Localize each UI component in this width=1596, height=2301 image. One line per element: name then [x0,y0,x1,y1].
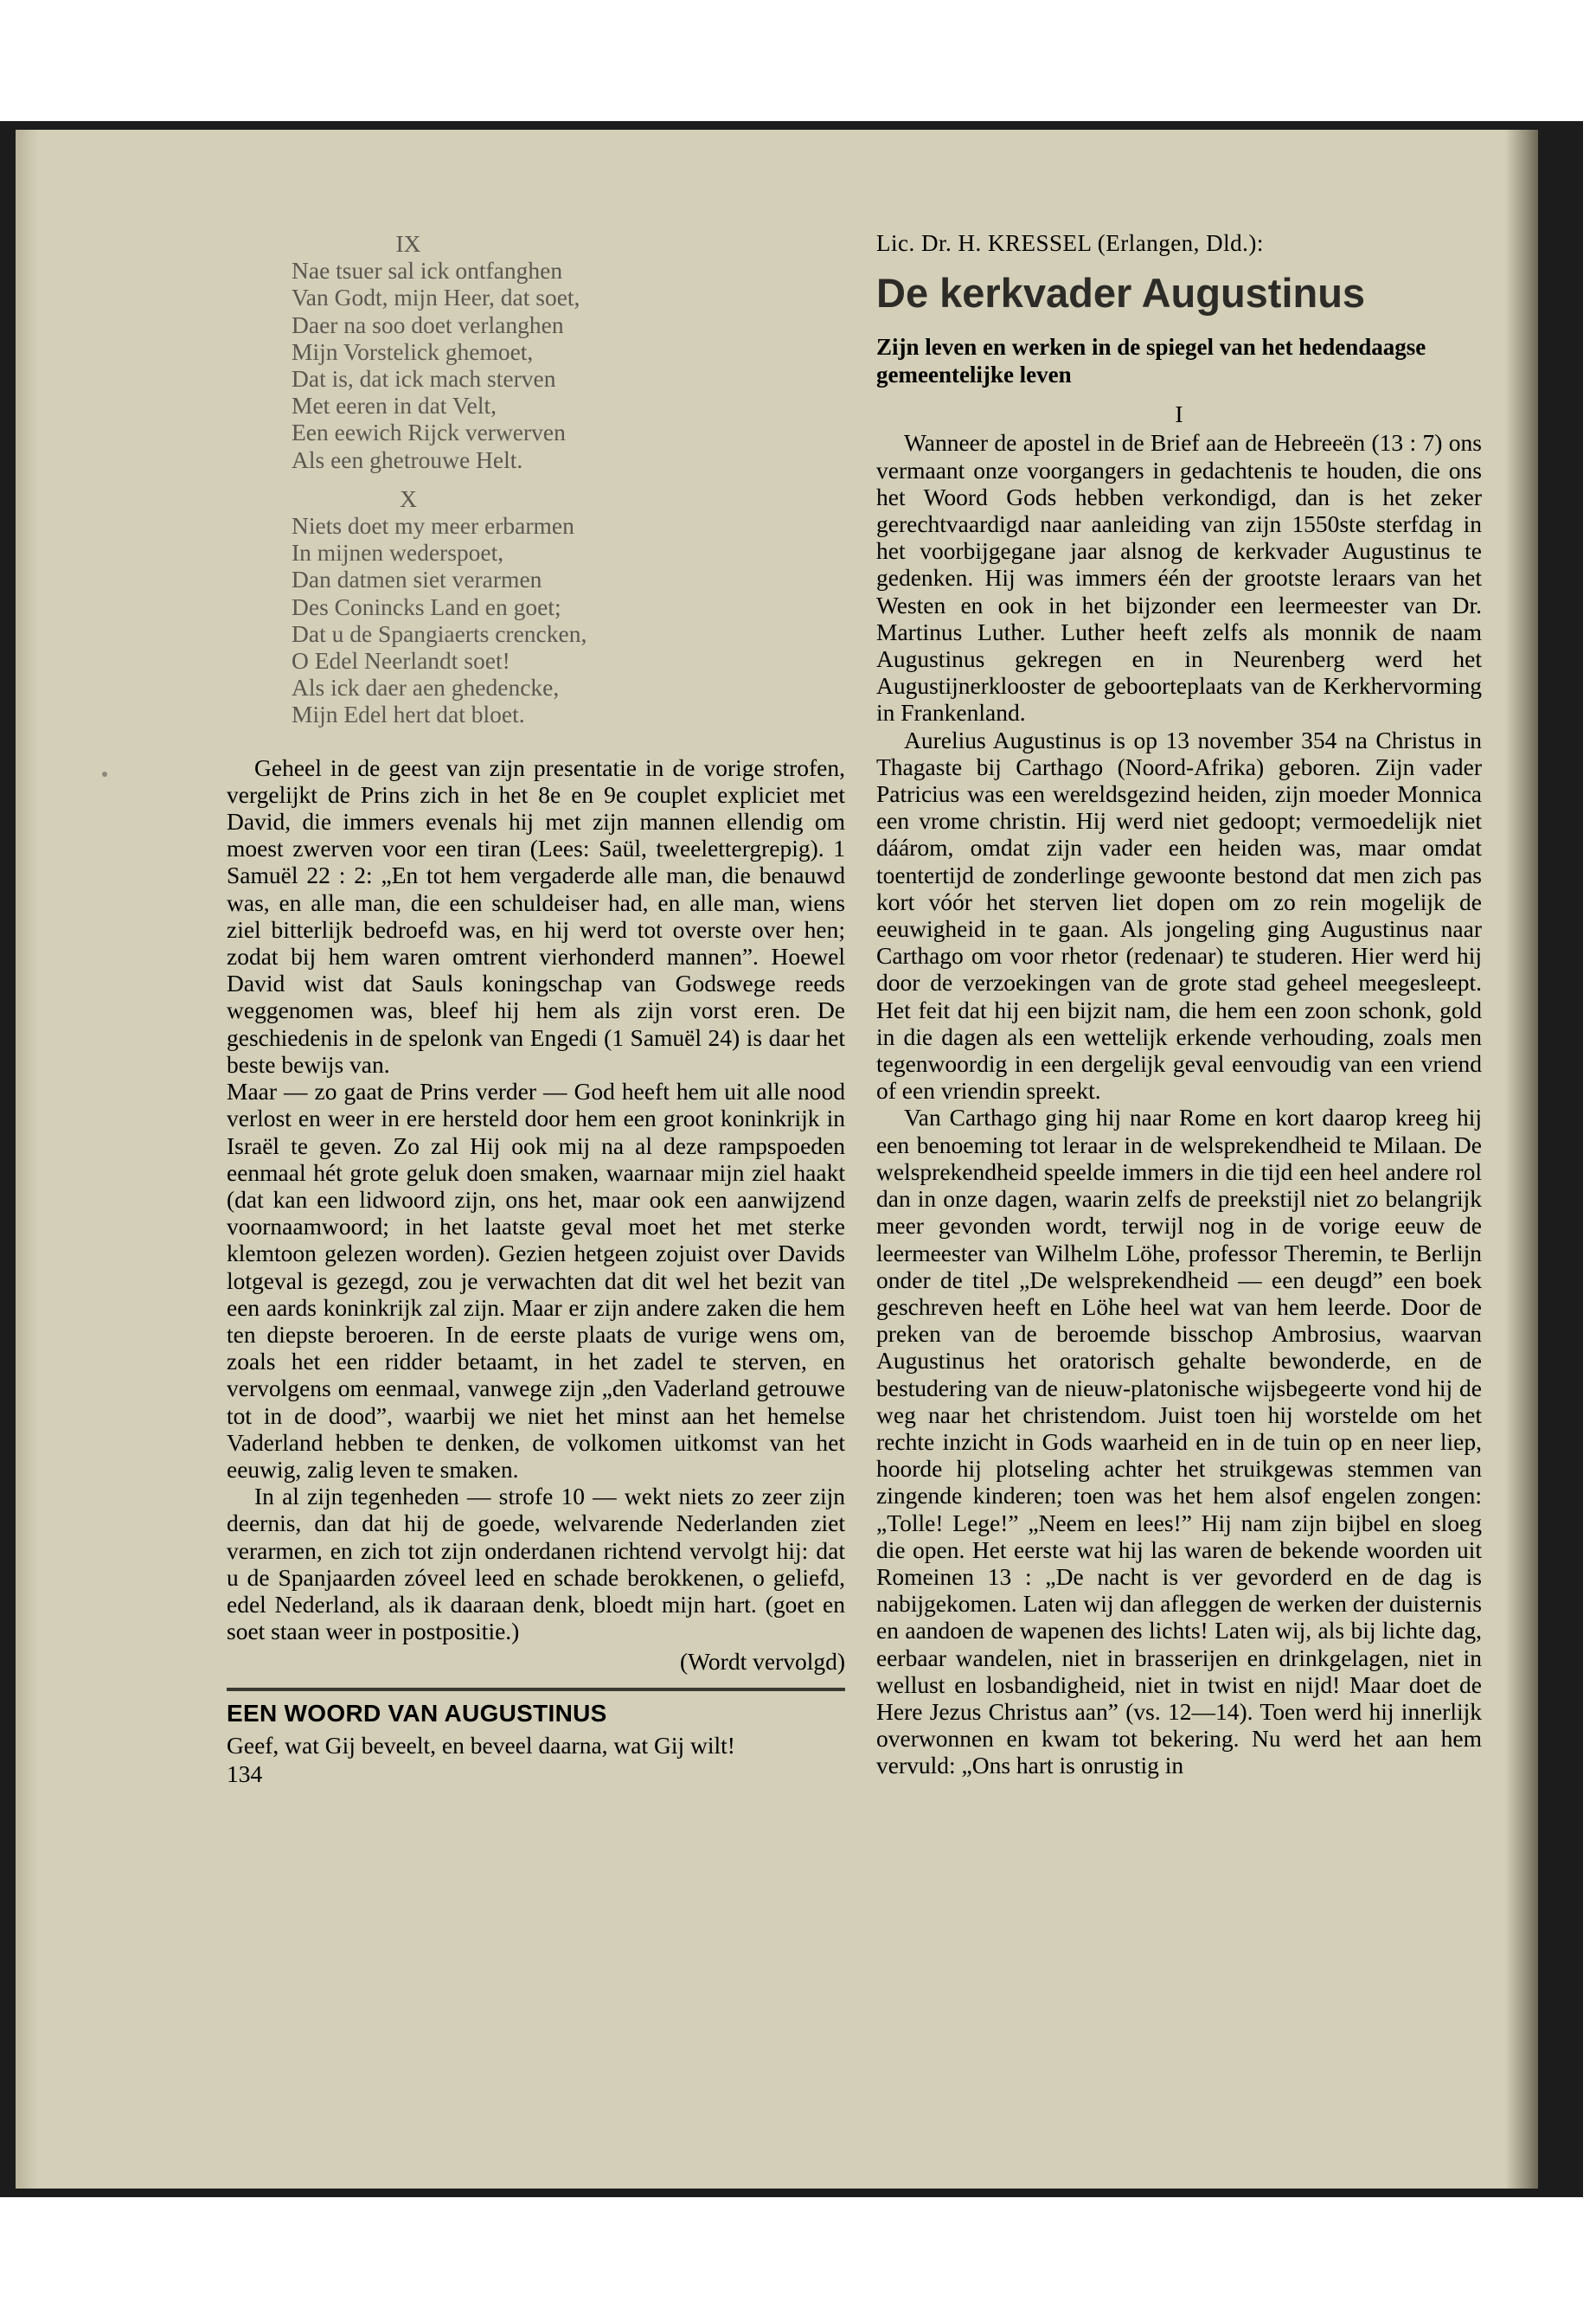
section-divider [227,1688,845,1691]
poem-line: O Edel Neerlandt soet! [292,647,510,675]
continued-note: (Wordt vervolgd) [680,1648,845,1676]
poem-line: Mijn Vorstelick ghemoet, [292,337,534,365]
poem-line: Mijn Edel hert dat bloet. [292,701,525,728]
article-subtitle: Zijn leven en werken in de spiegel van het hedendaagse gemeentelijke leven [876,334,1426,388]
section-heading: EEN WOORD VAN AUGUSTINUS [227,1699,607,1727]
poem-line: In mijnen wederspoet, [292,539,504,567]
poem-line: Met eeren in dat Velt, [292,392,497,420]
poem-line: Dat u de Spangiaerts crencken, [292,619,587,647]
page-edge-right [1505,130,1538,2189]
poem-line: Een eewich Rijck verwerven [292,419,566,446]
paragraph: Wanneer de apostel in de Brief aan de Hebreeën (13 : 7) ons vermaant onze voorgangers in gedachtenis te houden, die ons het Woord Gods hebben verkondigd, dan is het zeker gerechtvaardigd naar aanleiding van zijn 1550ste sterfdag in het voorbijgegane jaar alsnog de kerkvader Augustinus te gedenken. Hij was immers één der grootste leraars van het Westen en ook in het bijzonder een leermeester van Dr. Martinus Luther. Luther heeft zelfs als monnik de naam Augustinus gekregen en in Neurenberg werd het Augustijnerklooster de geboorteplaats van de Kerkhervorming in Frankenland. [876,429,1482,727]
paragraph: Maar — zo gaat de Prins verder — God heeft hem uit alle nood verlost en weer in ere hersteld door hem een groot koninkrijk in Israël te geven. Zo zal Hij ook mij na al deze rampspoeden eenmaal hét grote geluk doen smaken, waarnaar mijn ziel haakt (dat kan een lidwoord zijn, ons het, maar ook een aanwijzend voornaamwoord; in het laatste geval moet het met sterke klemtoon gelezen worden). Gezien hetgeen zojuist over Davids lotgeval is gezegd, zou je verwachten dat dit wel het bezit van een aards koninkrijk zal zijn. Maar er zijn andere zaken die hem ten diepste beroeren. In de eerste plaats de vurige wens om, zoals het een ridder betaamt, in het zadel te sterven, en vervolgens om eenmaal, vanwege zijn „den Vaderland getrouwe tot in de dood”, waarbij we niet het minst aan het hemelse Vaderland hebben te denken, de volkomen uitkomst van het eeuwig, zalig leven te smaken. [227,1078,845,1483]
poem-line: Dan datmen siet verarmen [292,566,542,593]
article-title: De kerkvader Augustinus [876,270,1366,317]
right-column [876,230,1482,1779]
poem-line: Daer na soo doet verlanghen [292,311,564,338]
article-text [876,429,1482,1779]
poem-line: Van Godt, mijn Heer, dat soet, [292,284,580,311]
page-gutter-left [16,130,38,2189]
page-number: 134 [227,1759,263,1787]
left-column [227,230,845,1787]
author-byline: Lic. Dr. H. KRESSEL (Erlangen, Dld.): [876,230,1264,256]
poem-line: Des Conincks Land en goet; [292,593,561,620]
paragraph: Geheel in de geest van zijn presentatie in de vorige strofen, vergelijkt de Prins zich in het 8e en 9e couplet expliciet met David, die immers evenals hij met zijn mannen ellendig om moest zwerven voor een tiran (Lees: Saül, tweelettergrepig). 1 Samuël 22 : 2: „En tot hem vergaderde alle man, die benauwd was, en alle man, die een schuldeiser had, en alle man, wiens ziel bitterlijk bedroefd was, en hij werd tot overste over hen; zodat bij hem waren omtrent vierhonderd mannen”. Hoewel David wist dat Sauls koningschap van Godswege reeds weggenomen was, bleef hij hem als zijn vorst eren. De geschiedenis in de spelonk van Engedi (1 Samuël 24) is daar het beste bewijs van. [227,753,845,1078]
stanza-numeral: X [400,484,417,512]
poem-line: Niets doet my meer erbarmen [292,512,574,540]
poem-line: Dat is, dat ick mach sterven [292,365,556,393]
section-numeral: I [1175,401,1183,428]
paragraph: In al zijn tegenheden — strofe 10 — wekt niets zo zeer zijn deernis, dan dat hij de goede, welvarende Nederlanden ziet verarmen, en zich tot zijn onderdanen richtend vervolgt hij: dat u de Spanjaarden zóveel leed en schade berokkenen, o geliefd, edel Nederland, als ik daaraan denk, bloedt mijn hart. (goet en soet staan weer in postpositie.) [227,1483,845,1645]
page-speck [102,772,107,777]
stanza-numeral: IX [395,230,421,257]
quote-text: Geef, wat Gij beveelt, en beveel daarna, wat Gij wilt! [227,1731,735,1759]
paragraph: Van Carthago ging hij naar Rome en kort daarop kreeg hij een benoeming tot leraar in de welsprekendheid te Milaan. De welsprekendheid speelde immers in die tijd een heel andere rol dan in onze dagen, waarin zelfs de preekstijl niet zo belangrijk meer gevonden wordt, terwijl nog in de vorige eeuw de leermeester van Wilhelm Löhe, professor Theremin, te Berlijn onder de titel „De welsprekendheid — een deugd” een boek geschreven heeft en Löhe heel wat van hem leerde. Door de preken van de beroemde bisschop Ambrosius, waarvan Augustinus het oratorisch gehalte bewonderde, en de bestudering van de nieuw-platonische wijsbegeerte vond hij de weg naar het christendom. Juist toen hij worstelde om het rechte inzicht in Gods waarheid en in de tuin op en neer liep, hoorde hij plotseling achter het struikgewas stemmen van zingende kinderen; toen was het hem alsof engelen zongen: „Tolle! Lege!” „Neem en lees!” Hij nam zijn bijbel en sloeg die open. Het eerste wat hij las waren de bekende woorden uit Romeinen 13 : „De nacht is ver gevorderd en de dag is nabijgekomen. Laten wij dan afleggen de werken der duisternis en aandoen de wapenen des lichts! Laten wij, als bij lichte dag, eerbaar wandelen, niet in brasserijen en drinkgelagen, niet in wellust en losbandigheid, niet in twist en nijd! Maar doet de Here Jezus Christus aan” (vs. 12—14). Toen werd hij innerlijk overwonnen en kwam tot bekering. Nu werd het aan hem vervuld: „Ons hart is onrustig in [876,1104,1482,1779]
paragraph: Aurelius Augustinus is op 13 november 354 na Christus in Thagaste bij Carthago (Noord-Afrika) geboren. Zijn vader Patricius was een wereldsgezind heiden, zijn moeder Monnica een vrome christin. Hij werd niet gedoopt; vermoedelijk niet dáárom, omdat zijn vader een heiden was, maar omdat toentertijd de zonderlinge gewoonte bestond dat men zich pas kort vóór het sterven liet dopen om zo rein mogelijk de eeuwigheid in te gaan. Als jongeling ging Augustinus naar Carthago om voor rhetor (redenaar) te studeren. Hier werd hij door de verzoekingen van de grote stad geheel meegesleept. Het feit dat hij een bijzit nam, die hem een zoon schonk, gold in die dagen als een wettelijk erkende verhouding, zoals men tegenwoordig in een dergelijk geval eenvoudig van een vriend of een vriendin spreekt. [876,726,1482,1105]
poem-line: Als ick daer aen ghedencke, [292,674,560,702]
commentary-text [227,754,845,1645]
poem-line: Nae tsuer sal ick ontfanghen [292,257,563,285]
poem-stanza-9 [227,230,845,473]
poem-line: Als een ghetrouwe Helt. [292,445,523,473]
poem-stanza-10 [227,485,845,728]
